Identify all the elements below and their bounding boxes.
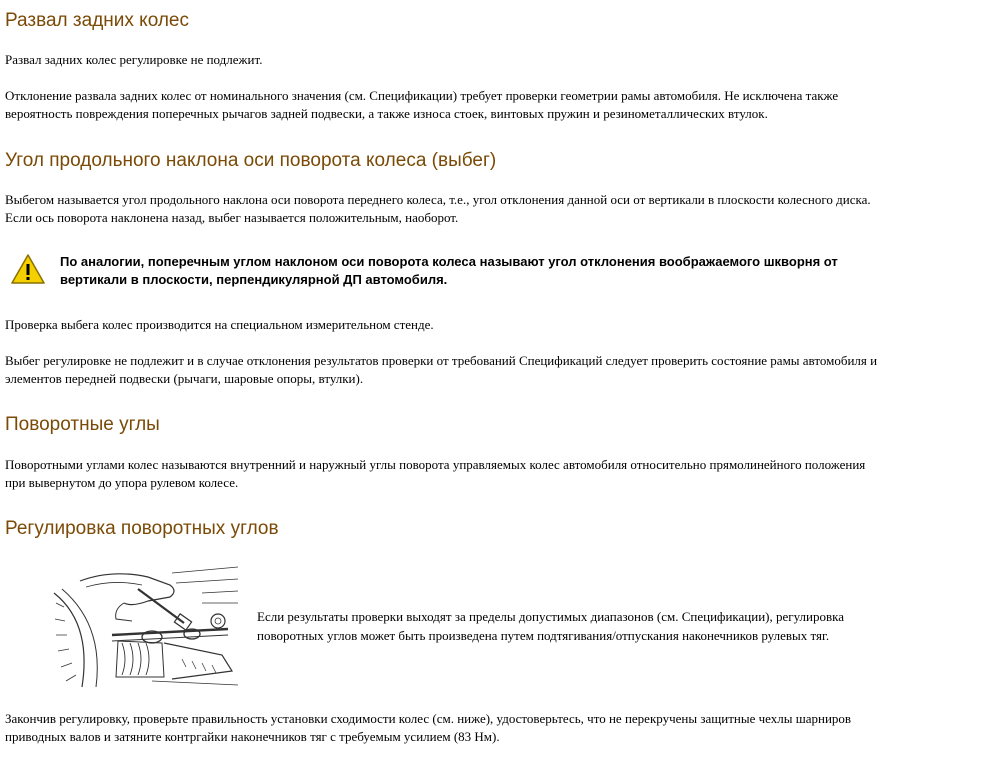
paragraph-rear-camber-2: Отклонение развала задних колес от номинального значения (см. Спецификации) требует проверки геометрии рамы автомобиля. Не исключена также вероятность повреждения поперечных рычагов задней подвески, а также износа стоек, винтовых пружин и резинометаллических втулок. (5, 88, 839, 121)
heading-rear-camber: Развал задних колес (5, 10, 189, 31)
heading-turning-angles: Поворотные углы (5, 414, 160, 435)
warning-note (10, 252, 970, 292)
paragraph-caster-1: Выбегом называется угол продольного наклона оси поворота переднего колеса, т.е., угол отклонения данной оси от вертикали в плоскости колесного диска. Если ось поворота наклонена назад, выбег называется положительным, наоборот. (5, 192, 871, 225)
warning-text: По аналогии, поперечным углом наклоном оси поворота колеса называют угол отклонения воображаемого шкворня от вертикали в плоскости, перпендикулярной ДП автомобиля. (60, 254, 838, 287)
warning-triangle-icon (10, 253, 46, 285)
paragraph-caster-2: Проверка выбега колес производится на специальном измерительном стенде. (5, 317, 434, 332)
paragraph-caster-3: Выбег регулировке не подлежит и в случае отклонения результатов проверки от требований Спецификаций следует проверить состояние рамы автомобиля и элементов передней подвески (рычаги, шаровые опоры, втулки). (5, 353, 878, 386)
paragraph-turning-adjustment: Закончив регулировку, проверьте правильность установки сходимости колес (см. ниже), удостоверьтесь, что не перекручены защитные чехлы шарниров приводных валов и затяните контргайки наконечников тяг с требуемым усилием (83 Нм). (5, 711, 852, 744)
tie-rod-adjustment-illustration (52, 563, 242, 688)
heading-caster: Угол продольного наклона оси поворота колеса (выбег) (5, 150, 497, 171)
heading-turning-adjustment: Регулировка поворотных углов (5, 518, 279, 539)
paragraph-rear-camber-1: Развал задних колес регулировке не подлежит. (5, 52, 263, 67)
paragraph-turning-angles: Поворотными углами колес называются внутренний и наружный углы поворота управляемых колес автомобиля относительно прямолинейного положения при вывернутом до упора рулевом колесе. (5, 457, 866, 490)
figure-caption-text: Если результаты проверки выходят за пределы допустимых диапазонов (см. Спецификации), регулировка поворотных углов может быть произведена путем подтягивания/отпускания наконечников рулевых тяг. (257, 609, 844, 643)
